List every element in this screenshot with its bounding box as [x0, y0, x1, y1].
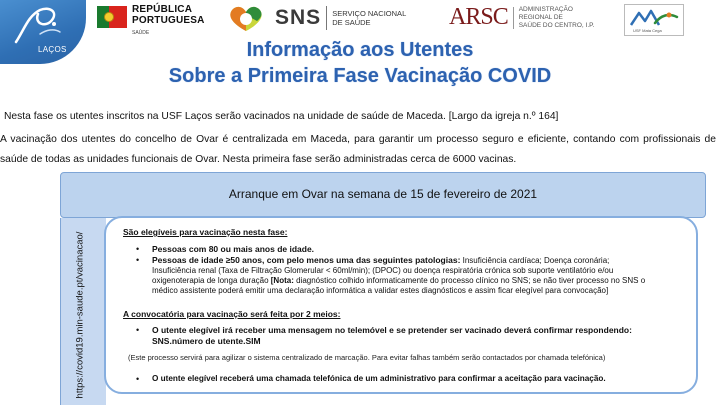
lacos-label: LAÇOS: [38, 45, 67, 54]
pathologies-line4: médico assistente poderá emitir uma declaração informática a validar estes diagnósticos e assim ficar elegível para convocação]: [152, 286, 609, 295]
bullet-icon: •: [136, 325, 140, 335]
republica-portuguesa-logo: [97, 4, 207, 34]
covid-vaccination-url[interactable]: https://covid19.min-saude.pt/vacinacao/: [74, 231, 86, 399]
pathologies-line2: Insuficiência renal (Taxa de Filtração Glomerular < 60ml/min); (DPOC) ou doença respiratória crónica sob suporte ventilatório e/ou: [152, 266, 614, 275]
mountain-swoosh-icon: [625, 5, 683, 35]
pathologies-bold: Pessoas de idade ≥50 anos, com pelo menos uma das seguintes patologias:: [152, 255, 461, 265]
paragraph-text: A vacinação dos utentes do concelho de Ovar é centralizada em Maceda, para garantir um processo seguro e eficiente, contando com profissionais de saúde de todas as unidades funcionais de Ovar. Nesta primeira fase serão administradas cerca de 6000 vacinas.: [0, 134, 716, 165]
bullet-icon: •: [136, 244, 140, 254]
usf-mata-cega-logo: [624, 4, 684, 36]
republica-line2: PORTUGUESA: [132, 15, 205, 26]
pathologies-text-a: Insuficiência cardíaca; Doença coronária;: [460, 256, 610, 265]
bullet-icon: •: [136, 255, 140, 265]
mc-caption: USF Mata Cega: [633, 28, 662, 33]
intro-text: Nesta fase os utentes inscritos na USF Laços serão vacinados na unidade de saúde de Maceda. [Largo da igreja n.º 164]: [4, 111, 559, 122]
sms-line1: O utente elegível irá receber uma mensagem no telemóvel e se pretender ser vacinado deverá confirmar respondendo:: [152, 325, 632, 335]
sns-line1: SERVIÇO NACIONAL: [332, 9, 407, 18]
convocation-note: (Este processo servirá para agilizar o sistema centralizado de marcação. Para evitar falhas também serão contactados por chamada telefónica): [128, 353, 606, 362]
arsc-line1: ADMINISTRAÇÃO: [518, 5, 573, 13]
eligibility-item-pathologies: [152, 255, 692, 296]
arsc-line2: REGIONAL DE: [518, 13, 563, 21]
arsc-line3: SAÚDE DO CENTRO, I.P.: [518, 21, 595, 29]
start-date-banner: [60, 172, 706, 218]
pathologies-line3-a: oxigenoterapia de longa duração: [152, 276, 271, 285]
arsc-logo: [449, 4, 594, 31]
republica-line3: SAÚDE: [132, 30, 150, 36]
convocation-item-sms: [152, 325, 692, 347]
pathologies-line3-b: diagnóstico colhido informaticamente do processo clínico no SNS; se não tiver processo no SNS o: [293, 276, 646, 285]
eligibility-item-age-text: Pessoas com 80 ou mais anos de idade.: [152, 244, 315, 254]
convocation-item-call: [152, 374, 692, 384]
call-text: O utente elegível receberá uma chamada telefónica de um administrativo para confirmar a aceitação para vacinação.: [152, 374, 606, 383]
sms-line2: SNS.número de utente.SIM: [152, 336, 261, 346]
sns-mark: SNS: [275, 6, 322, 29]
eligibility-heading: São elegíveis para vacinação nesta fase:: [123, 227, 288, 237]
pathologies-note-label: [Nota:: [270, 276, 294, 285]
convocation-heading: A convocatória para vacinação será feita por 2 meios:: [123, 309, 341, 319]
sns-heart-icon: [221, 3, 271, 36]
title-line2: Sobre a Primeira Fase Vacinação COVID: [168, 65, 552, 87]
info-box: [104, 216, 698, 394]
eligibility-item-age: [152, 244, 314, 254]
sns-logo: [275, 5, 406, 31]
banner-text: Arranque em Ovar na semana de 15 de fevereiro de 2021: [228, 187, 538, 201]
title-line1: Informação aos Utentes: [246, 39, 474, 61]
bullet-icon: •: [136, 374, 140, 384]
page-title: [0, 37, 720, 89]
portugal-flag-icon: [97, 6, 127, 28]
arsc-mark: ARSC: [449, 4, 508, 30]
republica-line1: REPÚBLICA: [132, 4, 193, 15]
sns-line2: DE SAÚDE: [332, 18, 371, 27]
